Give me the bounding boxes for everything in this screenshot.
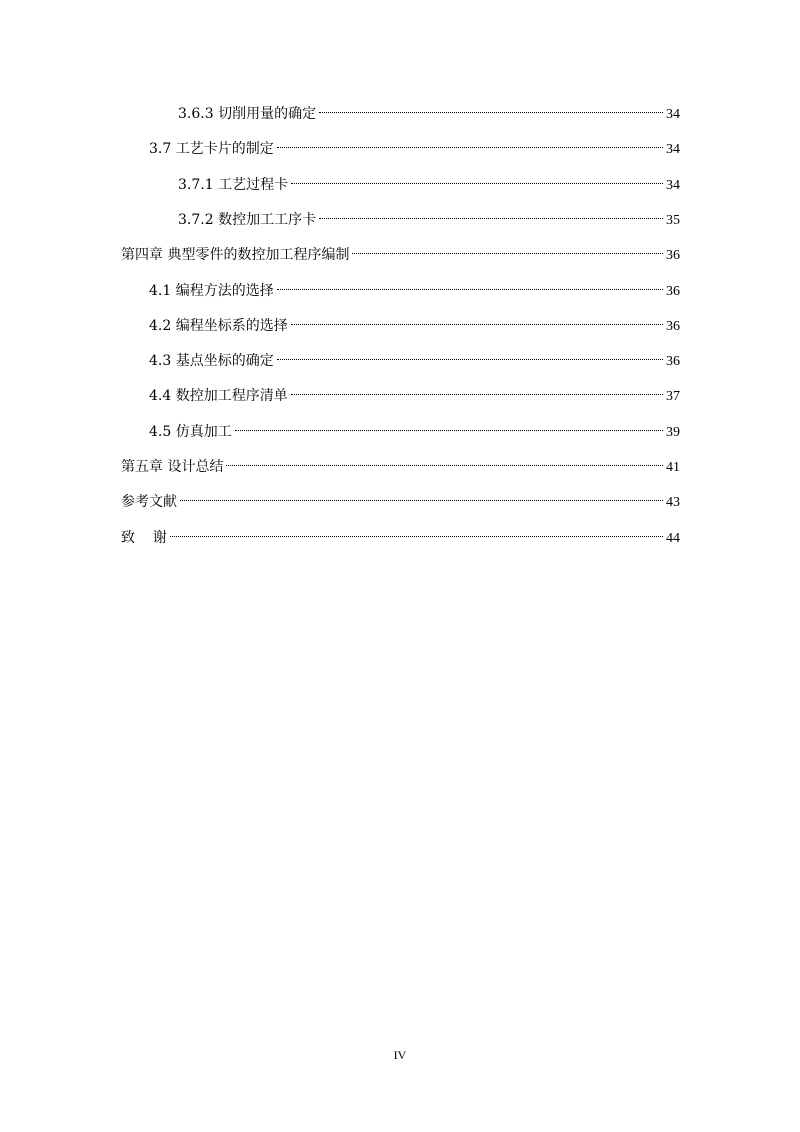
toc-entry-page: 35 <box>666 213 680 228</box>
toc-entry-title: 第四章 典型零件的数控加工程序编制 <box>121 247 350 263</box>
toc-dot-leader <box>277 147 663 148</box>
toc-entry-title: 4.1 编程方法的选择 <box>149 283 274 299</box>
toc-entry-page: 34 <box>666 107 680 122</box>
toc-entry-page: 41 <box>666 460 680 475</box>
toc-entry-4-5[interactable] <box>149 419 680 445</box>
toc-entry-page: 36 <box>666 284 680 299</box>
toc-entry-page: 36 <box>666 248 680 263</box>
toc-entry-acknowledgements[interactable] <box>121 525 680 551</box>
toc-entry-4-2[interactable] <box>149 313 680 339</box>
toc-dot-leader <box>352 253 663 254</box>
toc-entry-title: 4.3 基点坐标的确定 <box>149 353 274 369</box>
toc-entry-page: 34 <box>666 178 680 193</box>
toc-entry-3-7-2[interactable] <box>178 207 680 233</box>
toc-dot-leader <box>291 183 663 184</box>
toc-entry-page: 43 <box>666 495 680 510</box>
toc-entry-title: 参考文献 <box>121 494 177 510</box>
toc-entry-title: 致 谢 <box>121 530 167 546</box>
toc-entry-title: 第五章 设计总结 <box>121 459 224 475</box>
toc-entry-title: 3.7 工艺卡片的制定 <box>149 141 274 157</box>
toc-entry-title: 3.7.2 数控加工工序卡 <box>178 212 317 228</box>
toc-entry-4-3[interactable] <box>149 348 680 374</box>
toc-entry-page: 44 <box>666 531 680 546</box>
toc-entry-title: 3.7.1 工艺过程卡 <box>178 177 289 193</box>
toc-dot-leader <box>180 500 663 501</box>
toc-dot-leader <box>170 536 663 537</box>
toc-entry-title: 4.4 数控加工程序清单 <box>149 388 288 404</box>
toc-entry-page: 36 <box>666 354 680 369</box>
toc-entry-page: 36 <box>666 319 680 334</box>
page-number: IV <box>393 1048 407 1062</box>
toc-entry-3-7-1[interactable] <box>178 172 680 198</box>
toc-entry-chapter-5[interactable] <box>121 454 680 480</box>
toc-entry-4-1[interactable] <box>149 278 680 304</box>
toc-dot-leader <box>291 324 663 325</box>
toc-dot-leader <box>291 394 663 395</box>
toc-entry-references[interactable] <box>121 489 680 515</box>
toc-dot-leader <box>235 430 663 431</box>
toc-entry-title: 4.5 仿真加工 <box>149 424 232 440</box>
toc-dot-leader <box>319 218 663 219</box>
toc-entry-3-7[interactable] <box>149 136 680 162</box>
toc-dot-leader <box>277 289 663 290</box>
toc-entry-3-6-3[interactable] <box>178 101 680 127</box>
toc-dot-leader <box>226 465 663 466</box>
toc-entry-page: 37 <box>666 389 680 404</box>
toc-dot-leader <box>319 112 663 113</box>
toc-entry-title: 3.6.3 切削用量的确定 <box>178 106 317 122</box>
toc-entry-title: 4.2 编程坐标系的选择 <box>149 318 288 334</box>
toc-entry-chapter-4[interactable] <box>121 242 680 268</box>
toc-dot-leader <box>277 359 663 360</box>
toc-entry-page: 34 <box>666 142 680 157</box>
toc-entry-page: 39 <box>666 425 680 440</box>
toc-entry-4-4[interactable] <box>149 383 680 409</box>
